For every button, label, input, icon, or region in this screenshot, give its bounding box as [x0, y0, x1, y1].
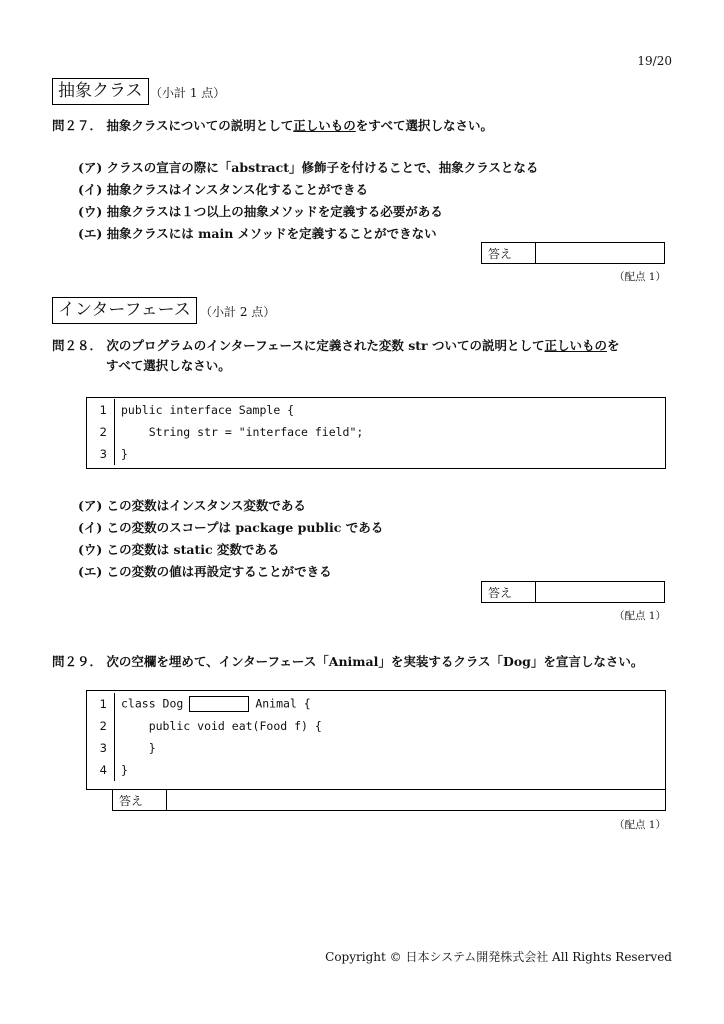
answer-label: 答え: [113, 790, 167, 810]
question-prefix: 問２９．: [52, 654, 103, 669]
question-28-line2: すべて選択しなさい。: [106, 358, 231, 373]
q27-option-d: (エ) 抽象クラスには main メソッドを定義することができない: [78, 226, 437, 241]
footer-copyright: Copyright © 日本システム開発株式会社 All Rights Reserved: [325, 950, 672, 964]
code-text: [115, 696, 311, 712]
q28-score: （配点 1）: [613, 610, 666, 622]
q28-option-c: (ウ) この変数は static 変数である: [78, 542, 280, 557]
page-number: 19/20: [637, 54, 672, 68]
q28-answer-box: [481, 581, 665, 603]
section-title-interface: インターフェース: [52, 297, 197, 324]
question-text: 抽象クラスについての説明として: [106, 118, 294, 133]
line-number: 3: [87, 737, 115, 759]
code-text-after: Animal {: [255, 696, 311, 711]
question-text-after: をすべて選択しなさい。: [355, 118, 494, 133]
question-text: 次の空欄を埋めて、インターフェース「Animal」を実装するクラス「Dog」を宣言しなさい。: [106, 654, 644, 669]
code-line: [87, 737, 665, 759]
line-number: 2: [87, 715, 115, 737]
answer-label: 答え: [482, 582, 536, 602]
q29-score: （配点 1）: [613, 819, 666, 831]
line-number: 2: [87, 421, 115, 443]
blank-field[interactable]: [189, 696, 249, 712]
q27-option-b: (イ) 抽象クラスはインスタンス化することができる: [78, 182, 369, 197]
question-27: [52, 116, 493, 134]
q27-option-c: (ウ) 抽象クラスは１つ以上の抽象メソッドを定義する必要がある: [78, 204, 443, 219]
question-underlined: 正しいもの: [293, 118, 356, 133]
code-text-before: class Dog: [121, 696, 184, 711]
line-number: 3: [87, 443, 115, 465]
q27-answer-box: [481, 242, 665, 264]
code-line: [87, 421, 665, 443]
question-underlined: 正しいもの: [544, 338, 607, 353]
question-29: [52, 652, 643, 670]
q27-answer-field[interactable]: [536, 243, 664, 263]
section-subtotal-interface: （小計 2 点）: [200, 305, 276, 319]
question-text-after: を: [607, 338, 620, 353]
code-text: }: [121, 741, 156, 755]
q27-score: （配点 1）: [613, 271, 666, 283]
code-line: [87, 443, 665, 465]
q29-code-block: [86, 690, 666, 790]
code-line: [87, 693, 665, 715]
code-line: [87, 759, 665, 781]
q28-answer-field[interactable]: [536, 582, 664, 602]
section-title-abstract: 抽象クラス: [52, 78, 149, 105]
line-number: 1: [87, 693, 115, 715]
code-line: [87, 399, 665, 421]
question-text: 次のプログラムのインターフェースに定義された変数 str ついての説明として: [106, 338, 545, 353]
question-prefix: 問２７．: [52, 118, 103, 133]
line-number: 1: [87, 399, 115, 421]
q27-option-a: (ア) クラスの宣言の際に「abstract」修飾子を付けることで、抽象クラスとなる: [78, 160, 539, 175]
q28-code-block: [86, 397, 666, 469]
code-text: public interface Sample {: [121, 403, 295, 417]
line-number: 4: [87, 759, 115, 781]
code-line: [87, 715, 665, 737]
q28-option-a: (ア) この変数はインスタンス変数である: [78, 498, 306, 513]
code-text: String str = "interface field";: [121, 425, 364, 439]
question-28: [52, 336, 620, 354]
q28-option-b: (イ) この変数のスコープは package public である: [78, 520, 384, 535]
section-subtotal-abstract: （小計 1 点）: [150, 86, 226, 100]
answer-label: 答え: [482, 243, 536, 263]
question-prefix: 問２８．: [52, 338, 103, 353]
q28-option-d: (エ) この変数の値は再設定することができる: [78, 564, 332, 579]
q29-answer-field[interactable]: [167, 790, 665, 810]
code-text: }: [121, 447, 128, 461]
code-text: }: [121, 763, 128, 777]
code-text: public void eat(Food f) {: [121, 719, 322, 733]
q29-answer-box: [112, 789, 666, 811]
